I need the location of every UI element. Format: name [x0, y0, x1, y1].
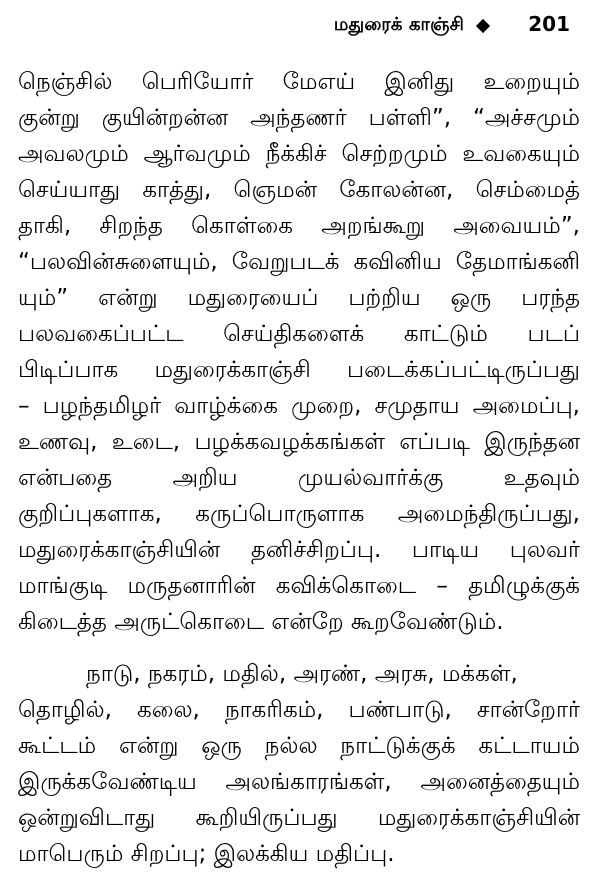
text-line: மாபெரும் சிறப்பு; இலக்கிய மதிப்பு.: [18, 841, 395, 867]
text-line: தொழில், கலை, நாகரிகம், பண்பாடு, சான்றோர்: [18, 697, 580, 723]
paragraph-1: [18, 64, 580, 640]
paragraph-2: [18, 656, 580, 872]
text-line: தாகி, சிறந்த கொள்கை அறங்கூறு அவையம்”,: [18, 213, 580, 239]
running-header: [0, 0, 600, 56]
text-line: “பலவின்சுளையும், வேறுபடக் கவினிய தேமாங்கனி: [18, 249, 580, 275]
paragraph-gap: [18, 640, 580, 656]
text-line: பிடிப்பாக மதுரைக்காஞ்சி படைக்கப்பட்டிருப்பது: [18, 357, 580, 383]
text-line: மாங்குடி மருதனாரின் கவிக்கொடை – தமிழுக்குக்: [18, 573, 580, 599]
text-line: – பழந்தமிழர் வாழ்க்கை முறை, சமுதாய அமைப்பு,: [18, 393, 580, 419]
text-line: கூட்டம் என்று ஒரு நல்ல நாட்டுக்குக் கட்டாயம்: [18, 733, 580, 759]
text-line: உணவு, உடை, பழக்கவழக்கங்கள் எப்படி இருந்தன: [18, 429, 580, 455]
text-line: நாடு, நகரம், மதில், அரண், அரசு, மக்கள்,: [86, 661, 518, 687]
page-number: 201: [528, 12, 570, 36]
text-line: மதுரைக்காஞ்சியின் தனிச்சிறப்பு. பாடிய புலவர்: [18, 537, 580, 563]
text-line: குன்று குயின்றன்ன அந்தணர் பள்ளி”, “அச்சமும்: [18, 105, 580, 131]
text-line: யும்” என்று மதுரையைப் பற்றிய ஒரு பரந்த: [18, 285, 580, 311]
text-line: என்பதை அறிய முயல்வார்க்கு உதவும்: [18, 465, 580, 491]
text-line: குறிப்புகளாக, கருப்பொருளாக அமைந்திருப்பது,: [18, 501, 580, 527]
text-line: கிடைத்த அருட்கொடை என்றே கூறவேண்டும்.: [18, 609, 504, 635]
text-line: செய்யாது காத்து, ஞெமன் கோலன்ன, செம்மைத்: [18, 177, 580, 203]
text-line: ஒன்றுவிடாது கூறியிருப்பது மதுரைக்காஞ்சியின்: [18, 805, 580, 831]
running-header-title: மதுரைக் காஞ்சி: [333, 14, 464, 35]
text-line: பலவகைப்பட்ட செய்திகளைக் காட்டும் படப்: [18, 321, 580, 347]
diamond-icon: [475, 18, 491, 34]
body-text: [18, 64, 580, 872]
text-line: அவலமும் ஆர்வமும் நீக்கிச் செற்றமும் உவகையும்: [18, 141, 580, 167]
text-line: நெஞ்சில் பெரியோர் மேஎய் இனிது உறையும்: [18, 69, 580, 95]
text-line: இருக்கவேண்டிய அலங்காரங்கள், அனைத்தையும்: [18, 769, 580, 795]
